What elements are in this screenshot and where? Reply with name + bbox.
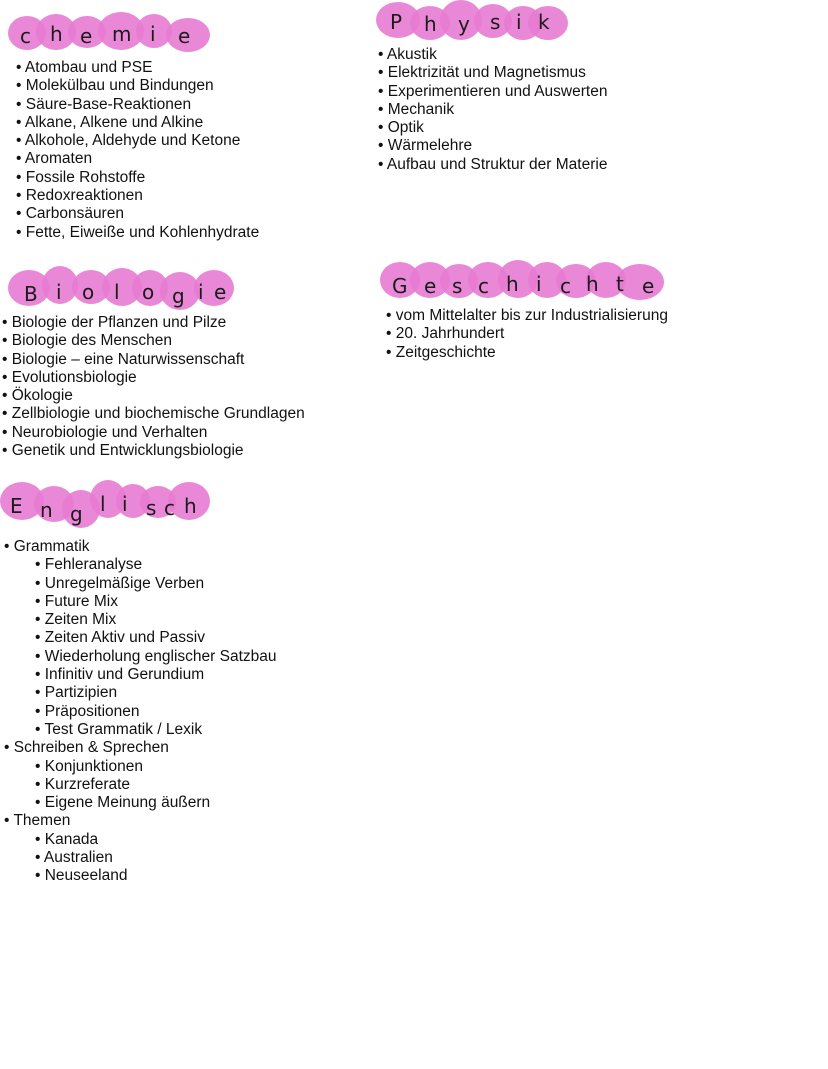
geschichte-heading-text: G e s c h i c h t e	[392, 272, 655, 298]
list-item: • Redoxreaktionen	[16, 187, 338, 205]
list-item: • vom Mittelalter bis zur Industrialisierung	[386, 307, 800, 325]
list-item: • Mechanik	[378, 101, 774, 119]
list-item: • Ökologie	[2, 387, 362, 405]
list-item: • Säure-Base-Reaktionen	[16, 96, 338, 114]
group-label-themen: Themen	[13, 812, 71, 830]
biologie-heading	[2, 262, 242, 314]
physik-heading-text: P h y s i k	[390, 10, 550, 36]
list-item: • Molekülbau und Bindungen	[16, 77, 338, 95]
list-item: • Kanada	[35, 831, 420, 849]
list-item: • Neurobiologie und Verhalten	[2, 424, 362, 442]
geschichte-section	[380, 258, 800, 362]
biologie-section	[2, 262, 362, 460]
englisch-heading-text: E n g l i s c h	[10, 492, 197, 526]
list-item: • Fehleranalyse	[35, 556, 420, 574]
biologie-heading-text: B i o l o g i e	[24, 280, 227, 308]
list-item: • Infinitiv und Gerundium	[35, 666, 420, 684]
list-item	[4, 812, 420, 885]
list-item: • Akustik	[378, 46, 774, 64]
chemie-heading	[8, 8, 213, 56]
list-item: • 20. Jahrhundert	[386, 325, 800, 343]
list-item: • Zellbiologie und biochemische Grundlagen	[2, 405, 362, 423]
list-item: • Carbonsäuren	[16, 205, 338, 223]
list-item: • Alkane, Alkene und Alkine	[16, 114, 338, 132]
themen-sublist	[4, 831, 420, 886]
list-item: • Alkohole, Aldehyde und Ketone	[16, 132, 338, 150]
list-item: • Fossile Rohstoffe	[16, 169, 338, 187]
chemie-heading-text: c h e m i e	[20, 22, 191, 48]
list-item: • Partizipien	[35, 684, 420, 702]
englisch-section	[0, 476, 420, 886]
list-item: • Neuseeland	[35, 867, 420, 885]
englisch-heading	[0, 476, 215, 536]
englisch-list	[0, 538, 420, 886]
list-item	[4, 739, 420, 812]
list-item: • Optik	[378, 119, 774, 137]
list-item: • Biologie der Pflanzen und Pilze	[2, 314, 362, 332]
list-item: • Experimentieren und Auswerten	[378, 83, 774, 101]
list-item: • Atombau und PSE	[16, 59, 338, 77]
list-item: • Aromaten	[16, 150, 338, 168]
list-item: • Fette, Eiweiße und Kohlenhydrate	[16, 224, 338, 242]
list-item: • Test Grammatik / Lexik	[35, 721, 420, 739]
list-item: • Wärmelehre	[378, 137, 774, 155]
grammatik-sublist	[4, 556, 420, 739]
group-label-grammatik: Grammatik	[13, 538, 90, 555]
list-item: • Eigene Meinung äußern	[35, 794, 420, 812]
chemie-section	[8, 8, 338, 242]
list-item: • Future Mix	[35, 593, 420, 611]
list-item: • Aufbau und Struktur der Materie	[378, 156, 774, 174]
physik-section	[374, 0, 774, 174]
list-item: • Konjunktionen	[35, 758, 420, 776]
schreiben-sublist	[4, 758, 420, 813]
list-item: • Zeiten Aktiv und Passiv	[35, 629, 420, 647]
list-item: • Australien	[35, 849, 420, 867]
group-label-schreiben-sprechen: Schreiben & Sprechen	[13, 739, 169, 757]
list-item: • Biologie – eine Naturwissenschaft	[2, 351, 362, 369]
chemie-list	[8, 59, 338, 242]
list-item: • Elektrizität und Magnetismus	[378, 64, 774, 82]
list-item	[4, 538, 420, 739]
list-item: • Präpositionen	[35, 703, 420, 721]
list-item: • Unregelmäßige Verben	[35, 575, 420, 593]
list-item: • Kurzreferate	[35, 776, 420, 794]
list-item: • Wiederholung englischer Satzbau	[35, 648, 420, 666]
list-item: • Evolutionsbiologie	[2, 369, 362, 387]
geschichte-heading	[380, 258, 670, 304]
biologie-list	[2, 314, 362, 460]
physik-list	[374, 46, 774, 174]
geschichte-list	[380, 307, 800, 362]
list-item: • Zeitgeschichte	[386, 344, 800, 362]
physik-heading	[374, 0, 574, 46]
list-item: • Biologie des Menschen	[2, 332, 362, 350]
list-item: • Zeiten Mix	[35, 611, 420, 629]
list-item: • Genetik und Entwicklungsbiologie	[2, 442, 362, 460]
